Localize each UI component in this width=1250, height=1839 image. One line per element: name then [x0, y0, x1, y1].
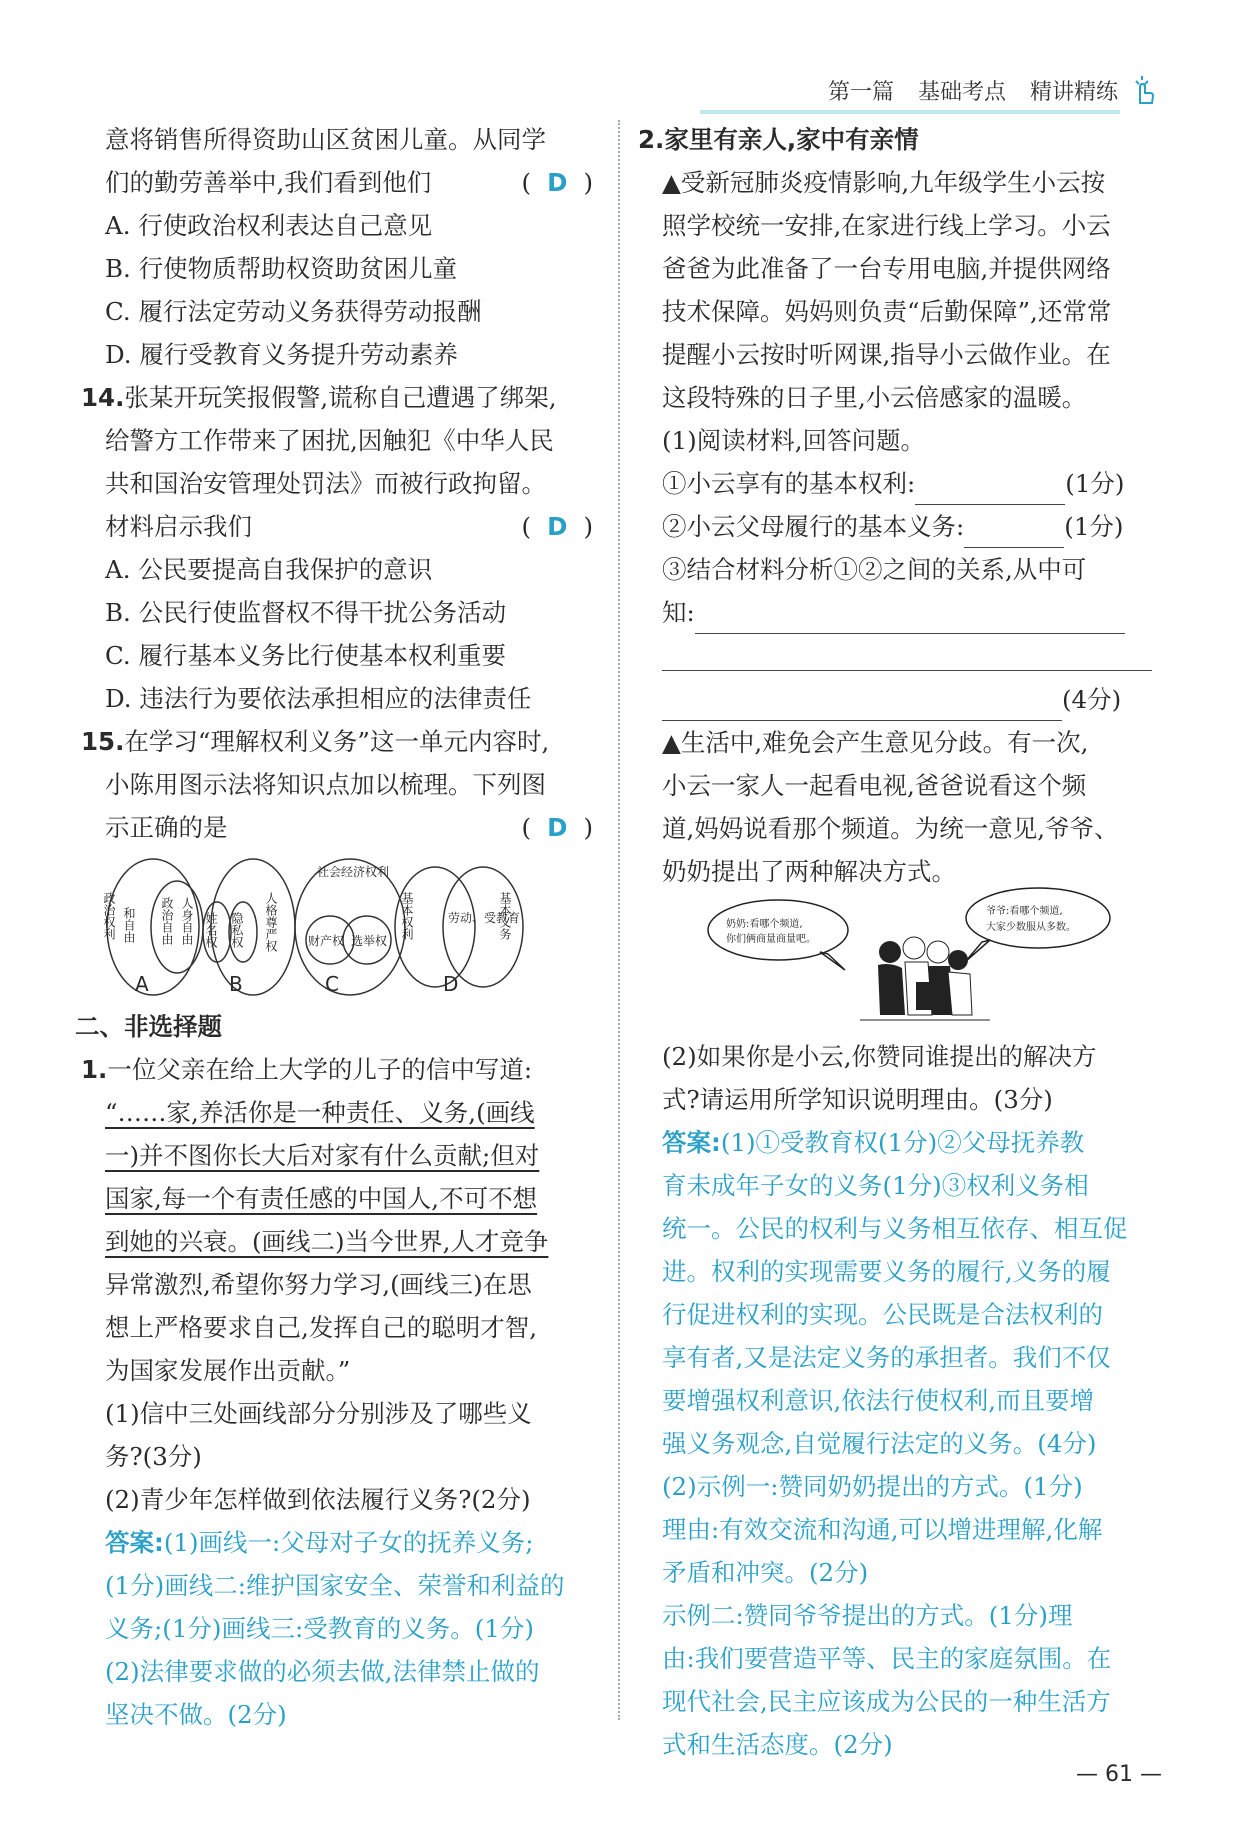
answer-bracket: ( D )	[521, 168, 593, 197]
q1-sub: (2)青少年怎样做到依法履行义务?(2分)	[105, 1485, 531, 1514]
label-d-1: 基本权利	[400, 892, 414, 940]
label-a-3: 政治自由	[160, 897, 174, 945]
q15-stem-line: 示正确的是 ( D )	[105, 806, 593, 849]
q14-stem-line: 材料启示我们 ( D )	[105, 505, 593, 548]
answer-label: 答案:	[662, 1128, 721, 1157]
label-a-2: 和自由	[122, 907, 136, 943]
right-column-lower	[662, 1035, 1152, 1766]
right-column	[638, 118, 1152, 893]
choice-letter: C	[325, 972, 339, 996]
header-topic: 基础考点	[917, 79, 1006, 105]
label-b-1: 姓名权	[204, 912, 218, 948]
sub-question-2: (2)如果你是小云,你赞同谁提出的解决方	[662, 1042, 1097, 1071]
answer-line: (2)示例一:赞同奶奶提出的方式。(1分)	[662, 1472, 1083, 1501]
answer-line: 由:我们要营造平等、民主的家庭氛围。在	[662, 1644, 1112, 1673]
q1-line: 为国家发展作出贡献。”	[105, 1356, 351, 1385]
label-d-3: 基本义务	[498, 892, 512, 940]
q14-stem-line: 14.张某开玩笑报假警,谎称自己遭遇了绑架,	[81, 383, 557, 412]
answer-line: 育未成年子女的义务(1分)③权利义务相	[662, 1171, 1089, 1200]
q15-number: 15.	[81, 727, 125, 756]
q1-line: 国家,每一个有责任感的中国人,不可不想	[105, 1184, 538, 1213]
family-cartoon-svg	[700, 890, 1120, 1030]
header-underline	[700, 110, 1120, 114]
answer-blank[interactable]	[695, 605, 1125, 634]
answer-line: 答案:(1)①受教育权(1分)②父母抚养教	[662, 1128, 1085, 1157]
grandma-bubble-line1: 奶奶:看哪个频道,	[726, 919, 803, 930]
diagram-letters	[105, 972, 605, 1008]
option: A. 行使政治权利表达自己意见	[105, 211, 433, 240]
grandpa-bubble-line2: 大家少数服从多数。	[986, 922, 1076, 933]
option: D. 履行受教育义务提升劳动素养	[105, 340, 458, 369]
left-column	[81, 118, 593, 849]
column-divider	[618, 120, 620, 1720]
material-line: 提醒小云按时听网课,指导小云做作业。在	[662, 340, 1111, 369]
q14-answer: D	[547, 512, 568, 541]
option: C. 履行基本义务比行使基本权利重要	[105, 641, 506, 670]
sub-question-c: ③结合材料分析①②之间的关系,从中可	[662, 555, 1087, 584]
header-part: 第一篇	[827, 79, 894, 105]
q1-line: 异常激烈,希望你努力学习,(画线三)在思	[105, 1270, 532, 1299]
score-line: (4分)	[662, 678, 1152, 721]
q13-stem-line: 意将销售所得资助山区贫困儿童。从同学	[105, 125, 546, 154]
material-line: 小云一家人一起看电视,爸爸说看这个频	[662, 771, 1087, 800]
q1-sub: 务?(3分)	[105, 1442, 202, 1471]
q1-answer-line: 答案:(1)画线一:父母对子女的抚养义务;	[105, 1528, 534, 1557]
label-c-3: 选举权	[351, 934, 388, 948]
q1-sub: (1)信中三处画线部分分别涉及了哪些义	[105, 1399, 532, 1428]
answer-blank[interactable]	[662, 692, 1062, 721]
q1-answer-line: 义务;(1分)画线三:受教育的义务。(1分)	[105, 1614, 534, 1643]
choice-letter: B	[229, 972, 243, 996]
q2-title-line	[638, 118, 1152, 161]
answer-blank[interactable]	[915, 476, 1065, 505]
label-b-3: 人格尊严权	[264, 892, 278, 952]
answer-bracket: ( D )	[521, 813, 593, 842]
page-header	[700, 70, 1160, 110]
label-d-2: 劳动、受教育	[448, 911, 521, 925]
q14-stem-line: 给警方工作带来了困扰,因触犯《中华人民	[105, 426, 554, 455]
diagram-d	[395, 867, 523, 987]
q13-answer: D	[547, 168, 568, 197]
answer-line: 行促进权利的实现。公民既是合法权利的	[662, 1300, 1103, 1329]
q1-answer-line: (1分)画线二:维护国家安全、荣誉和利益的	[105, 1571, 565, 1600]
q1-line: 1.一位父亲在给上大学的儿子的信中写道:	[81, 1055, 533, 1084]
option: C. 履行法定劳动义务获得劳动报酬	[105, 297, 482, 326]
answer-line: 示例二:赞同爷爷提出的方式。(1分)理	[662, 1601, 1073, 1630]
choice-letter: D	[443, 972, 459, 996]
answer-bracket: ( D )	[521, 512, 593, 541]
answer-line: 式和生活态度。(2分)	[662, 1730, 893, 1759]
sub-question: (1)阅读材料,回答问题。	[662, 426, 925, 455]
material-line: ▲生活中,难免会产生意见分歧。有一次,	[662, 728, 1089, 757]
label-b-2: 隐私权	[230, 912, 244, 948]
q1-answer-line: 坚决不做。(2分)	[105, 1700, 287, 1729]
q1-answer-line: (2)法律要求做的必须去做,法律禁止做的	[105, 1657, 540, 1686]
label-a-1: 政治权利	[102, 892, 116, 940]
q14-number: 14.	[81, 383, 125, 412]
answer-line: 现代社会,民主应该成为公民的一种生活方	[662, 1687, 1111, 1716]
option: B. 行使物质帮助权资助贫困儿童	[105, 254, 458, 283]
answer-blank[interactable]	[964, 519, 1064, 548]
section-title: 二、非选择题	[75, 1012, 222, 1041]
q1-line: 一)并不图你长大后对家有什么贡献;但对	[105, 1141, 540, 1170]
sub-question-c: 知:	[662, 591, 1152, 634]
q2-number: 2.	[638, 125, 665, 154]
answer-line: 进。权利的实现需要义务的履行,义务的履	[662, 1257, 1111, 1286]
answer-line: 要增强权利意识,依法行使权利,而且要增	[662, 1386, 1095, 1415]
option: A. 公民要提高自我保护的意识	[105, 555, 433, 584]
answer-line: 强义务观念,自觉履行法定的义务。(4分)	[662, 1429, 1097, 1458]
grandpa-bubble-line1: 爷爷:看哪个频道,	[986, 906, 1063, 917]
sub-question-2: 式?请运用所学知识说明理由。(3分)	[662, 1085, 1053, 1114]
label-c-2: 财产权	[308, 934, 345, 948]
sub-question-b: ②小云父母履行的基本义务: (1分)	[662, 505, 1152, 548]
answer-line: 理由:有效交流和沟通,可以增进理解,化解	[662, 1515, 1103, 1544]
q15-stem-line: 15.在学习“理解权利义务”这一单元内容时,	[81, 727, 550, 756]
option: D. 违法行为要依法承担相应的法律责任	[105, 684, 532, 713]
answer-line: 统一。公民的权利与义务相互依存、相互促	[662, 1214, 1128, 1243]
q15-stem-line: 小陈用图示法将知识点加以梳理。下列图	[105, 770, 546, 799]
family-cartoon	[700, 890, 1120, 1030]
pointing-hand-icon	[1126, 73, 1160, 107]
material-line: 技术保障。妈妈则负责“后勤保障”,还常常	[662, 297, 1112, 326]
q15-answer: D	[547, 813, 568, 842]
header-mode: 精讲精练	[1029, 79, 1118, 105]
material-line: 爸爸为此准备了一台专用电脑,并提供网络	[662, 254, 1111, 283]
option: B. 公民行使监督权不得干扰公务活动	[105, 598, 507, 627]
answer-line: 享有者,又是法定义务的承担者。我们不仅	[662, 1343, 1111, 1372]
page-number: — 61 —	[1076, 1762, 1162, 1787]
answer-line: 矛盾和冲突。(2分)	[662, 1558, 869, 1587]
sub-question-a: ①小云享有的基本权利: (1分)	[662, 462, 1152, 505]
choice-letter: A	[135, 972, 149, 996]
q1-line: 想上严格要求自己,发挥自己的聪明才智,	[105, 1313, 538, 1342]
material-line: ▲受新冠肺炎疫情影响,九年级学生小云按	[662, 168, 1106, 197]
q1-number: 1.	[81, 1055, 108, 1084]
q1-line: 到她的兴衰。(画线二)当今世界,人才竞争	[105, 1227, 549, 1256]
family-figures	[860, 937, 990, 1020]
left-column-lower	[75, 1005, 593, 1736]
q1-line: “……家,养活你是一种责任、义务,(画线	[105, 1098, 535, 1127]
q14-stem-line: 共和国治安管理处罚法》而被行政拘留。	[105, 469, 546, 498]
material-line: 照学校统一安排,在家进行线上学习。小云	[662, 211, 1111, 240]
answer-blank-line[interactable]	[662, 640, 1152, 671]
q2-title: 家里有亲人,家中有亲情	[664, 125, 919, 154]
material-line: 奶奶提出了两种解决方式。	[662, 857, 956, 886]
grandma-bubble-line2: 你们俩商量商量吧。	[726, 934, 816, 945]
label-a-4: 人身自由	[180, 897, 194, 945]
q13-stem-line: 们的勤劳善举中,我们看到他们 ( D )	[105, 161, 593, 204]
material-line: 这段特殊的日子里,小云倍感家的温暖。	[662, 383, 1087, 412]
answer-label: 答案:	[105, 1528, 164, 1557]
label-c-1: 社会经济权利	[317, 865, 390, 879]
material-line: 道,妈妈说看那个频道。为统一意见,爷爷、	[662, 814, 1119, 843]
